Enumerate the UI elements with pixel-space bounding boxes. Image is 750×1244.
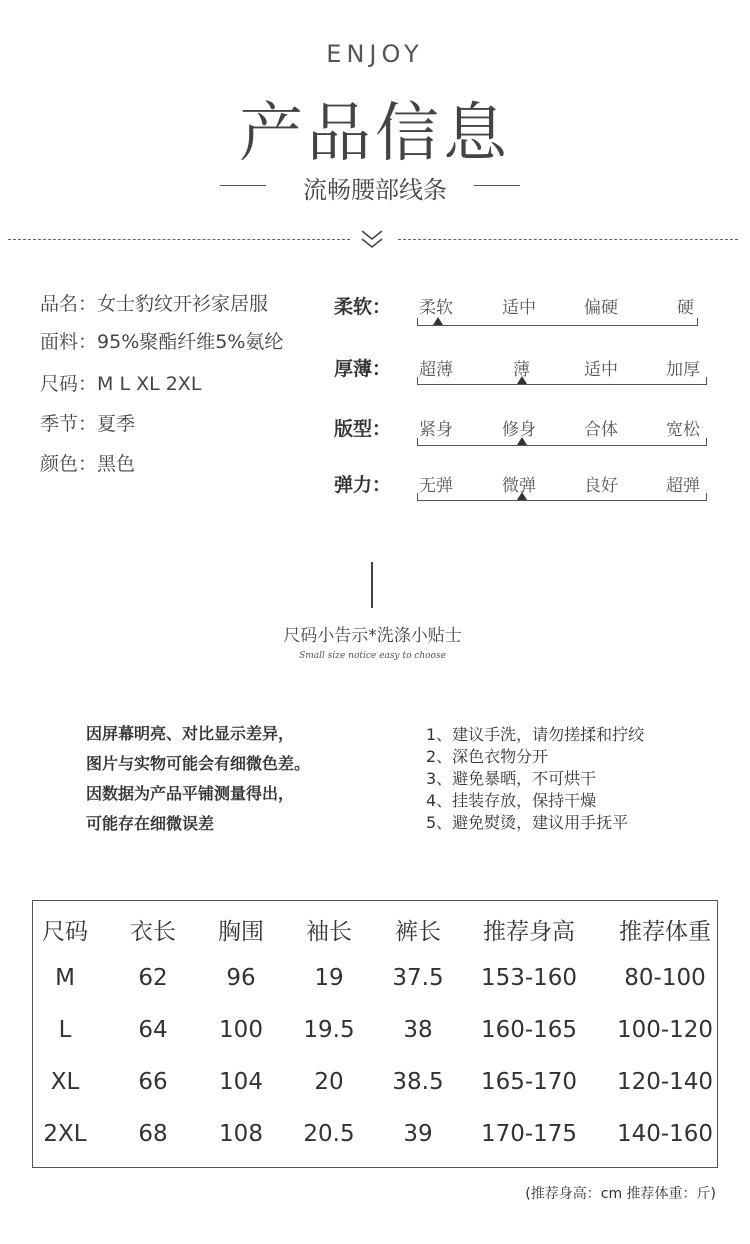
- table-cell: 19.5: [303, 1017, 355, 1043]
- table-header-cell: 推荐身高: [483, 919, 575, 945]
- table-cell: 62: [138, 965, 168, 991]
- info-value: 95%聚酯纤维5%氨纶: [97, 331, 284, 353]
- table-cell: 2XL: [43, 1121, 87, 1147]
- scale-marker: [517, 492, 527, 500]
- double-chevron-down-icon: [359, 228, 385, 252]
- info-row-name: [40, 289, 268, 316]
- table-cell: 68: [138, 1121, 168, 1147]
- table-header-cell: 胸围: [218, 919, 264, 945]
- attr-name-fit: 版型：: [334, 418, 392, 440]
- table-cell: 100-120: [616, 1017, 714, 1043]
- table-cell: 104: [219, 1069, 263, 1095]
- scale-line: [417, 384, 707, 385]
- care-item: 3、避免暴晒，不可烘干: [426, 769, 597, 788]
- page-subtitle: 流畅腰部线条: [303, 176, 447, 204]
- table-cell: 96: [226, 965, 256, 991]
- scale-option: 紧身: [419, 420, 453, 440]
- table-header-cell: 衣长: [130, 919, 176, 945]
- care-item: 2、深色衣物分开: [426, 747, 549, 766]
- notice-line: 可能存在细微误差: [86, 814, 215, 833]
- scale-line: [417, 500, 707, 501]
- table-cell: 66: [138, 1069, 168, 1095]
- table-cell: 165-170: [480, 1069, 578, 1095]
- scale-tick: [417, 438, 418, 446]
- scale-tick: [706, 377, 707, 385]
- scale-tick: [417, 318, 418, 326]
- scale-line: [417, 445, 707, 446]
- info-row-color: [40, 449, 135, 476]
- table-cell: 100: [219, 1017, 263, 1043]
- table-header-cell: 推荐体重: [619, 919, 711, 945]
- scale-marker: [517, 437, 527, 445]
- table-cell: 64: [138, 1017, 168, 1043]
- table-cell: M: [55, 965, 75, 991]
- table-cell: 39: [403, 1121, 433, 1147]
- enjoy-heading: ENJOY: [326, 40, 424, 68]
- dotted-divider-left: [8, 239, 350, 240]
- scale-option: 微弹: [502, 476, 536, 496]
- table-cell: XL: [50, 1069, 80, 1095]
- table-header-cell: 袖长: [306, 919, 352, 945]
- dotted-divider-right: [398, 239, 738, 240]
- scale-marker: [517, 376, 527, 384]
- scale-option: 适中: [584, 360, 618, 380]
- scale-tick: [706, 493, 707, 501]
- tips-title: 尺码小告示*洗涤小贴士: [283, 626, 462, 646]
- vertical-divider: [371, 562, 373, 608]
- table-cell: 120-140: [616, 1069, 714, 1095]
- scale-option: 良好: [584, 476, 618, 496]
- table-cell: 19: [314, 965, 344, 991]
- info-label: 季节：: [40, 413, 98, 435]
- info-label: 面料：: [40, 331, 98, 353]
- tips-subtitle: Small size notice easy to choose: [299, 651, 446, 661]
- table-header-cell: 尺码: [42, 919, 88, 945]
- table-cell: 108: [219, 1121, 263, 1147]
- scale-option: 宽松: [666, 420, 700, 440]
- table-cell: L: [58, 1017, 72, 1043]
- notice-line: 因屏幕明亮、对比显示差异，: [86, 724, 295, 743]
- attr-name-softness: 柔软：: [334, 296, 392, 318]
- info-value: 夏季: [97, 413, 136, 435]
- table-cell: 38: [403, 1017, 433, 1043]
- scale-option: 薄: [513, 360, 530, 380]
- subtitle-right-rule: [474, 185, 520, 186]
- scale-option: 合体: [584, 420, 618, 440]
- size-table: [32, 900, 718, 1168]
- attr-name-thickness: 厚薄：: [334, 358, 392, 380]
- scale-tick: [706, 438, 707, 446]
- scale-tick: [697, 318, 698, 326]
- info-value: M L XL 2XL: [97, 373, 202, 395]
- info-label: 品名：: [40, 293, 98, 315]
- table-cell: 20: [314, 1069, 344, 1095]
- table-cell: 170-175: [480, 1121, 578, 1147]
- scale-marker: [433, 317, 443, 325]
- table-cell: 37.5: [392, 965, 444, 991]
- info-row-season: [40, 409, 135, 436]
- scale-option: 偏硬: [584, 298, 618, 318]
- info-row-size: [40, 369, 201, 396]
- scale-option: 修身: [502, 420, 536, 440]
- table-cell: 140-160: [616, 1121, 714, 1147]
- care-item: 1、建议手洗，请勿搓揉和拧绞: [426, 725, 645, 744]
- care-item: 4、挂装存放，保持干燥: [426, 791, 597, 810]
- scale-option: 无弹: [419, 476, 453, 496]
- info-label: 尺码：: [40, 373, 98, 395]
- care-item: 5、避免熨烫，建议用手抚平: [426, 813, 629, 832]
- table-cell: 38.5: [392, 1069, 444, 1095]
- info-value: 黑色: [97, 453, 136, 475]
- scale-option: 适中: [502, 298, 536, 318]
- scale-tick: [417, 377, 418, 385]
- table-cell: 160-165: [480, 1017, 578, 1043]
- table-footnote: (推荐身高：cm 推荐体重：斤): [525, 1186, 716, 1202]
- notice-line: 因数据为产品平铺测量得出，: [86, 784, 295, 803]
- attr-name-elasticity: 弹力：: [334, 474, 392, 496]
- scale-option: 加厚: [666, 360, 700, 380]
- scale-option: 超弹: [666, 476, 700, 496]
- table-cell: 20.5: [303, 1121, 355, 1147]
- scale-tick: [417, 493, 418, 501]
- table-cell: 80-100: [624, 965, 706, 991]
- table-cell: 153-160: [480, 965, 578, 991]
- scale-option: 超薄: [419, 360, 453, 380]
- scale-option: 硬: [677, 298, 694, 318]
- info-row-fabric: [40, 327, 283, 354]
- info-value: 女士豹纹开衫家居服: [97, 293, 269, 315]
- notice-line: 图片与实物可能会有细微色差。: [86, 754, 311, 773]
- scale-line: [417, 325, 698, 326]
- info-label: 颜色：: [40, 453, 98, 475]
- page-title: 产品信息: [239, 97, 511, 171]
- scale-option: 柔软: [419, 298, 453, 318]
- table-header-cell: 裤长: [395, 919, 441, 945]
